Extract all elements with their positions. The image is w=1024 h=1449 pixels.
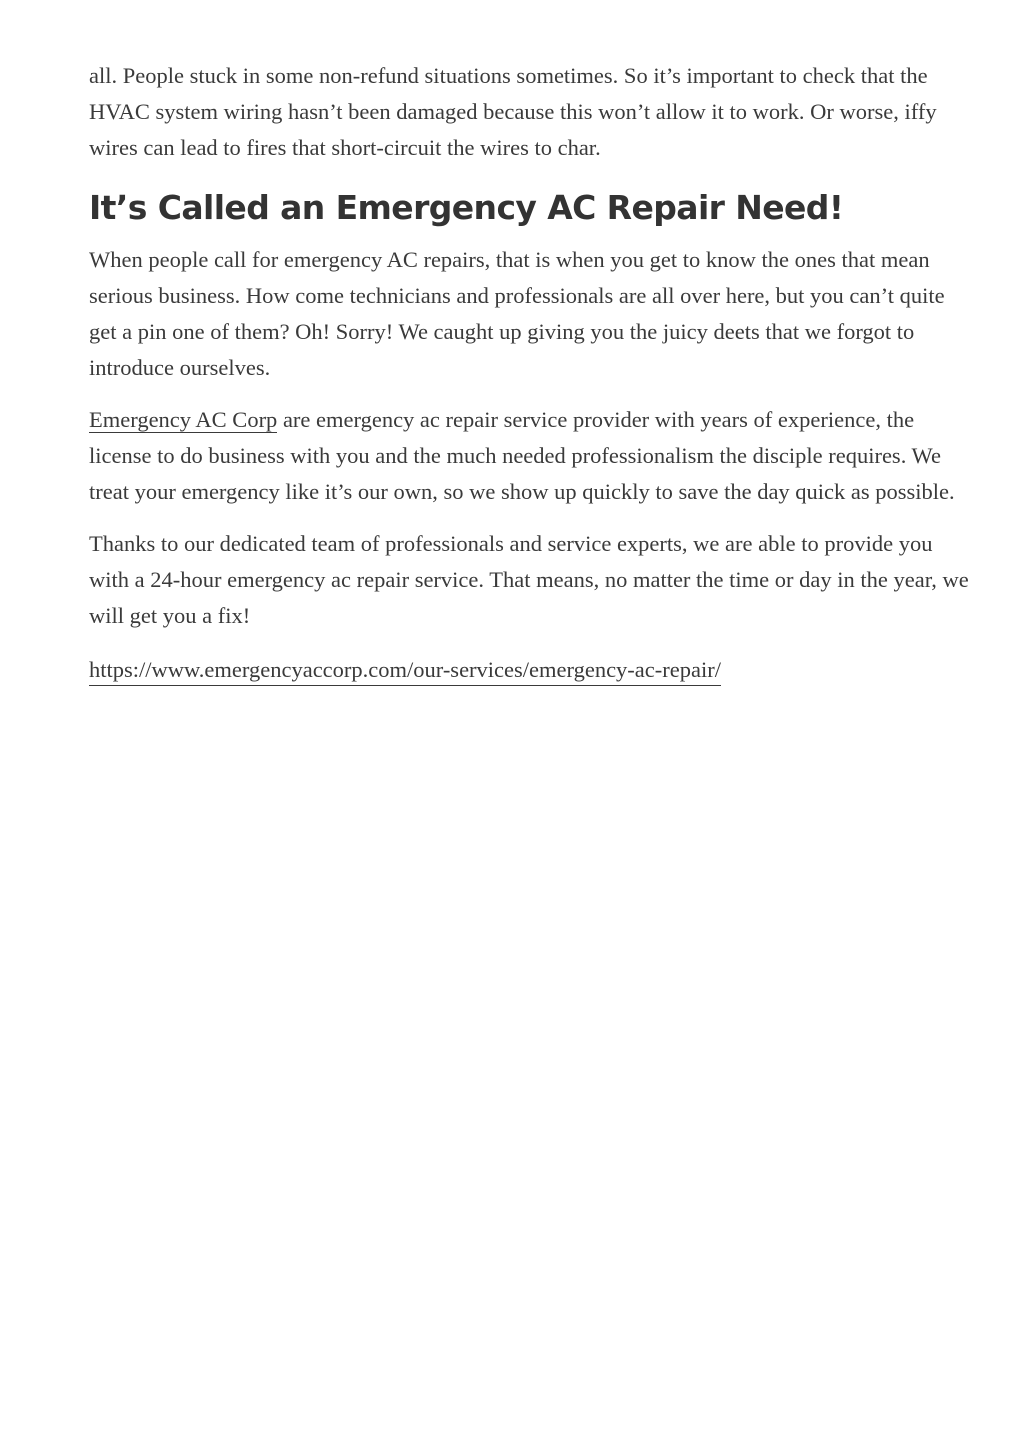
intro-paragraph: all. People stuck in some non-refund situations sometimes. So it’s important to check that the HVAC system wiring hasn’t been damaged because this won’t allow it to work. Or worse, iffy wires can lead to fires that short-circuit the wires to char.	[89, 63, 937, 160]
section-heading: It’s Called an Emergency AC Repair Need!	[89, 188, 844, 227]
paragraph-service: Thanks to our dedicated team of professionals and service experts, we are able to provide you with a 24-hour emergency ac repair service. That means, no matter the time or day in the year, we will get you a fix!	[89, 531, 969, 628]
url-paragraph	[89, 652, 969, 688]
service-url-link[interactable]: https://www.emergencyaccorp.com/our-services/emergency-ac-repair/	[89, 655, 721, 686]
company-link[interactable]: Emergency AC Corp	[89, 407, 278, 432]
paragraph-company-text: are emergency ac repair service provider with years of experience, the license to do business with you and the much needed professionalism the disciple requires. We treat your emergency like it’s our own, so we show up quickly to save the day quick as possible.	[89, 407, 955, 504]
paragraph-company	[89, 402, 969, 510]
article-body	[89, 58, 969, 704]
paragraph-introduction: When people call for emergency AC repairs, that is when you get to know the ones that mean serious business. How come technicians and professionals are all over here, but you can’t quite get a pin one of them? Oh! Sorry! We caught up giving you the juicy deets that we forgot to introduce ourselves.	[89, 247, 945, 380]
